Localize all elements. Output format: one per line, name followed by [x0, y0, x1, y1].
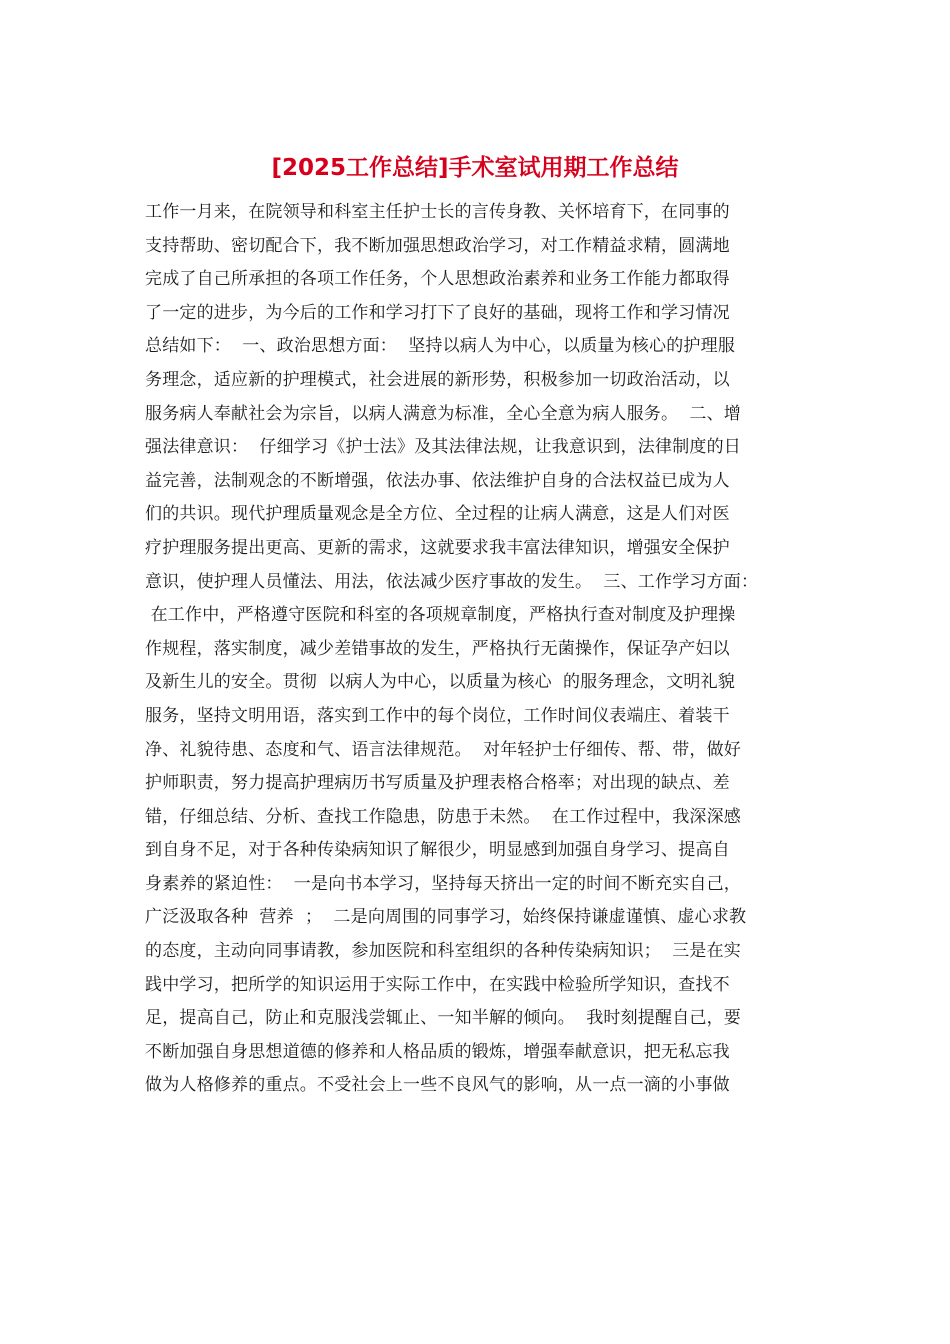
body-line-9: 益完善，法制观念的不断增强，依法办事、依法维护自身的合法权益已成为人	[145, 470, 730, 491]
body-line-17: 净、礼貌待患、态度和气、语言法律规范。 对年轻护士仔细传、帮、带，做好	[145, 739, 742, 760]
body-line-3: 完成了自己所承担的各项工作任务，个人思想政治素养和业务工作能力都取得	[145, 269, 730, 290]
body-line-12: 意识，使护理人员懂法、用法，依法减少医疗事故的发生。 三、工作学习方面：	[145, 571, 759, 592]
body-line-27: 做为人格修养的重点。不受社会上一些不良风气的影响，从一点一滴的小事做	[145, 1075, 730, 1096]
body-line-26: 不断加强自身思想道德的修养和人格品质的锻炼，增强奉献意识，把无私忘我	[145, 1041, 730, 1062]
body-line-16: 服务，坚持文明用语，落实到工作中的每个岗位，工作时间仪表端庄、着装干	[145, 705, 730, 726]
body-line-19: 错，仔细总结、分析、查找工作隐患，防患于未然。 在工作过程中，我深深感	[145, 806, 742, 827]
body-line-23: 的态度，主动向同事请教，参加医院和科室组织的各种传染病知识； 三是在实	[145, 941, 742, 962]
body-line-7: 服务病人奉献社会为宗旨，以病人满意为标准，全心全意为病人服务。 二、增	[145, 403, 742, 424]
document-body	[145, 196, 805, 1103]
body-line-4: 了一定的进步，为今后的工作和学习打下了良好的基础，现将工作和学习情况	[145, 302, 730, 323]
body-line-24: 践中学习，把所学的知识运用于实际工作中，在实践中检验所学知识，查找不	[145, 974, 730, 995]
body-line-13: 在工作中，严格遵守医院和科室的各项规章制度，严格执行查对制度及护理操	[145, 605, 736, 626]
body-line-25: 足，提高自己，防止和克服浅尝辄止、一知半解的倾向。 我时刻提醒自己，要	[145, 1008, 742, 1029]
body-line-11: 疗护理服务提出更高、更新的需求，这就要求我丰富法律知识，增强安全保护	[145, 537, 730, 558]
body-line-10: 们的共识。现代护理质量观念是全方位、全过程的让病人满意，这是人们对医	[145, 504, 730, 525]
body-line-21: 身素养的紧迫性： 一是向书本学习，坚持每天挤出一定的时间不断充实自己，	[145, 873, 742, 894]
body-line-5: 总结如下： 一、政治思想方面： 坚持以病人为中心，以质量为核心的护理服	[145, 336, 736, 357]
body-line-22: 广泛汲取各种 营养 ； 二是向周围的同事学习，始终保持谦虚谨慎、虚心求教	[145, 907, 747, 928]
body-line-8: 强法律意识： 仔细学习《护士法》及其法律法规，让我意识到，法律制度的日	[145, 437, 742, 458]
body-line-2: 支持帮助、密切配合下，我不断加强思想政治学习，对工作精益求精，圆满地	[145, 235, 730, 256]
body-line-14: 作规程，落实制度，减少差错事故的发生，严格执行无菌操作，保证孕产妇以	[145, 638, 730, 659]
body-line-18: 护师职责，努力提高护理病历书写质量及护理表格合格率；对出现的缺点、差	[145, 773, 730, 794]
body-line-6: 务理念，适应新的护理模式，社会进展的新形势，积极参加一切政治活动，以	[145, 369, 730, 390]
body-line-20: 到自身不足，对于各种传染病知识了解很少，明显感到加强自身学习、提高自	[145, 840, 730, 861]
document-title: [2025工作总结]手术室试用期工作总结	[271, 155, 679, 181]
body-line-1: 工作一月来，在院领导和科室主任护士长的言传身教、关怀培育下，在同事的	[145, 202, 730, 222]
body-line-15: 及新生儿的安全。贯彻 以病人为中心，以质量为核心 的服务理念，文明礼貌	[145, 672, 736, 693]
